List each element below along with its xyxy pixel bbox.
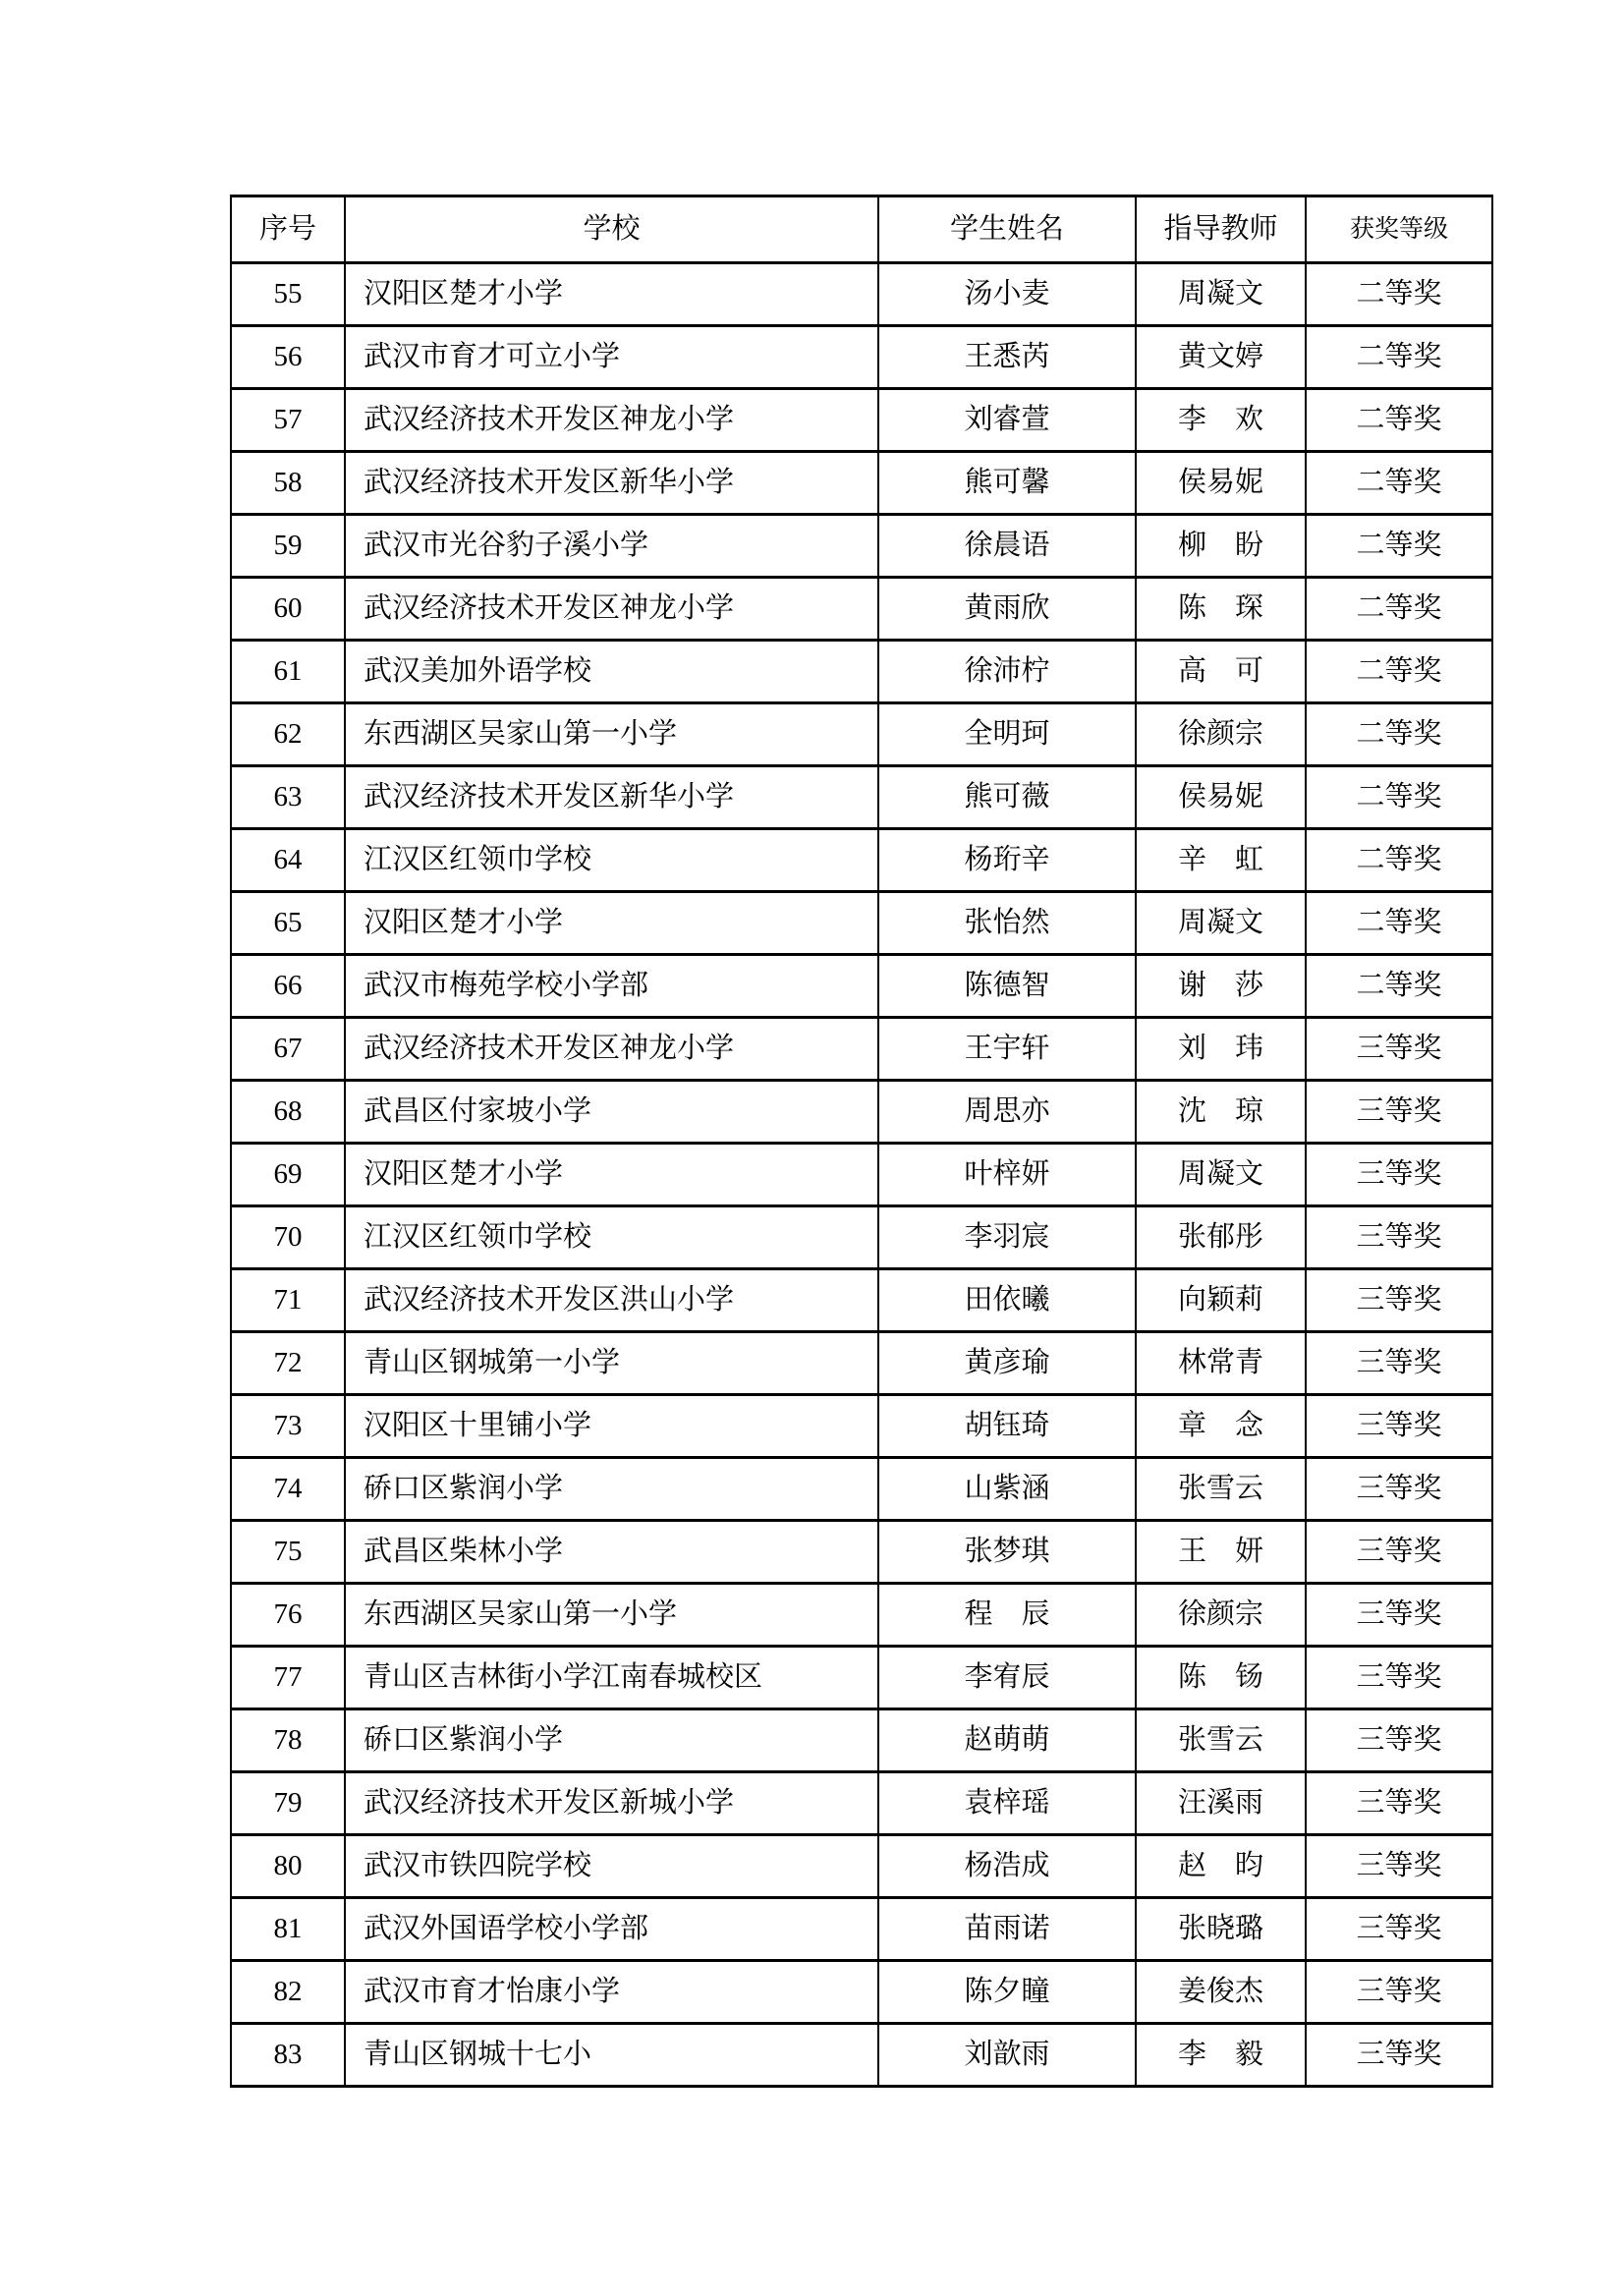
student-name-cell: 王宇轩 <box>878 1018 1136 1081</box>
row-number-cell: 60 <box>231 578 345 641</box>
row-number-cell: 68 <box>231 1081 345 1144</box>
student-name-cell: 周思亦 <box>878 1081 1136 1144</box>
award-level-cell: 三等奖 <box>1306 1332 1492 1395</box>
teacher-cell: 王 妍 <box>1136 1521 1306 1584</box>
student-name-cell: 胡钰琦 <box>878 1395 1136 1458</box>
award-level-cell: 二等奖 <box>1306 452 1492 515</box>
table-row <box>231 1647 1492 1709</box>
table-row <box>231 1898 1492 1961</box>
teacher-cell: 沈 琼 <box>1136 1081 1306 1144</box>
student-name-cell: 汤小麦 <box>878 263 1136 326</box>
school-cell: 武汉经济技术开发区新城小学 <box>345 1772 878 1835</box>
school-cell: 武汉经济技术开发区新华小学 <box>345 766 878 829</box>
student-name-cell: 黄彦瑜 <box>878 1332 1136 1395</box>
row-number-cell: 57 <box>231 389 345 452</box>
student-name-cell: 熊可薇 <box>878 766 1136 829</box>
teacher-cell: 张雪云 <box>1136 1458 1306 1521</box>
header-serial-number: 序号 <box>231 196 345 263</box>
award-level-cell: 二等奖 <box>1306 766 1492 829</box>
award-level-cell: 三等奖 <box>1306 1269 1492 1332</box>
table-row <box>231 703 1492 766</box>
table-row <box>231 1332 1492 1395</box>
student-name-cell: 杨浩成 <box>878 1835 1136 1898</box>
row-number-cell: 83 <box>231 2024 345 2087</box>
table-body <box>231 263 1492 2087</box>
row-number-cell: 77 <box>231 1647 345 1709</box>
student-name-cell: 田依曦 <box>878 1269 1136 1332</box>
award-level-cell: 二等奖 <box>1306 892 1492 955</box>
teacher-cell: 陈 琛 <box>1136 578 1306 641</box>
table-row <box>231 766 1492 829</box>
school-cell: 汉阳区楚才小学 <box>345 263 878 326</box>
table-row <box>231 515 1492 578</box>
row-number-cell: 72 <box>231 1332 345 1395</box>
table-row <box>231 1584 1492 1647</box>
table-row <box>231 1081 1492 1144</box>
award-level-cell: 三等奖 <box>1306 1458 1492 1521</box>
student-name-cell: 陈德智 <box>878 955 1136 1018</box>
student-name-cell: 山紫涵 <box>878 1458 1136 1521</box>
table-row <box>231 892 1492 955</box>
student-name-cell: 刘歆雨 <box>878 2024 1136 2087</box>
row-number-cell: 80 <box>231 1835 345 1898</box>
award-level-cell: 三等奖 <box>1306 1521 1492 1584</box>
row-number-cell: 56 <box>231 326 345 389</box>
school-cell: 武昌区付家坡小学 <box>345 1081 878 1144</box>
table-row <box>231 326 1492 389</box>
teacher-cell: 侯易妮 <box>1136 452 1306 515</box>
teacher-cell: 汪溪雨 <box>1136 1772 1306 1835</box>
row-number-cell: 71 <box>231 1269 345 1332</box>
school-cell: 汉阳区楚才小学 <box>345 1144 878 1206</box>
teacher-cell: 章 念 <box>1136 1395 1306 1458</box>
row-number-cell: 58 <box>231 452 345 515</box>
row-number-cell: 61 <box>231 641 345 703</box>
teacher-cell: 陈 钖 <box>1136 1647 1306 1709</box>
row-number-cell: 67 <box>231 1018 345 1081</box>
school-cell: 武汉经济技术开发区神龙小学 <box>345 1018 878 1081</box>
student-name-cell: 刘睿萱 <box>878 389 1136 452</box>
teacher-cell: 周凝文 <box>1136 892 1306 955</box>
student-name-cell: 苗雨诺 <box>878 1898 1136 1961</box>
award-level-cell: 二等奖 <box>1306 515 1492 578</box>
school-cell: 武汉市光谷豹子溪小学 <box>345 515 878 578</box>
teacher-cell: 张雪云 <box>1136 1709 1306 1772</box>
school-cell: 江汉区红领巾学校 <box>345 829 878 892</box>
student-name-cell: 张梦琪 <box>878 1521 1136 1584</box>
header-award-level: 获奖等级 <box>1306 196 1492 263</box>
row-number-cell: 64 <box>231 829 345 892</box>
teacher-cell: 周凝文 <box>1136 263 1306 326</box>
award-level-cell: 二等奖 <box>1306 829 1492 892</box>
award-level-cell: 二等奖 <box>1306 955 1492 1018</box>
row-number-cell: 55 <box>231 263 345 326</box>
table-row <box>231 641 1492 703</box>
student-name-cell: 杨珩辛 <box>878 829 1136 892</box>
table-row <box>231 1269 1492 1332</box>
award-level-cell: 三等奖 <box>1306 1395 1492 1458</box>
teacher-cell: 张郁彤 <box>1136 1206 1306 1269</box>
teacher-cell: 刘 玮 <box>1136 1018 1306 1081</box>
teacher-cell: 林常青 <box>1136 1332 1306 1395</box>
header-student-name: 学生姓名 <box>878 196 1136 263</box>
table-row <box>231 1709 1492 1772</box>
school-cell: 武汉市铁四院学校 <box>345 1835 878 1898</box>
row-number-cell: 76 <box>231 1584 345 1647</box>
table-row <box>231 452 1492 515</box>
award-level-cell: 二等奖 <box>1306 263 1492 326</box>
row-number-cell: 73 <box>231 1395 345 1458</box>
teacher-cell: 李 毅 <box>1136 2024 1306 2087</box>
row-number-cell: 75 <box>231 1521 345 1584</box>
table-row <box>231 2024 1492 2087</box>
school-cell: 武汉美加外语学校 <box>345 641 878 703</box>
student-name-cell: 陈夕瞳 <box>878 1961 1136 2024</box>
teacher-cell: 辛 虹 <box>1136 829 1306 892</box>
student-name-cell: 王悉芮 <box>878 326 1136 389</box>
student-name-cell: 全明珂 <box>878 703 1136 766</box>
table-row <box>231 1521 1492 1584</box>
table-row <box>231 1835 1492 1898</box>
school-cell: 武汉经济技术开发区洪山小学 <box>345 1269 878 1332</box>
row-number-cell: 70 <box>231 1206 345 1269</box>
row-number-cell: 69 <box>231 1144 345 1206</box>
student-name-cell: 张怡然 <box>878 892 1136 955</box>
award-level-cell: 三等奖 <box>1306 1206 1492 1269</box>
award-level-cell: 二等奖 <box>1306 389 1492 452</box>
school-cell: 武汉市梅苑学校小学部 <box>345 955 878 1018</box>
student-name-cell: 赵萌萌 <box>878 1709 1136 1772</box>
teacher-cell: 向颖莉 <box>1136 1269 1306 1332</box>
school-cell: 青山区钢城第一小学 <box>345 1332 878 1395</box>
award-level-cell: 三等奖 <box>1306 1018 1492 1081</box>
award-level-cell: 三等奖 <box>1306 1081 1492 1144</box>
row-number-cell: 81 <box>231 1898 345 1961</box>
school-cell: 武汉市育才怡康小学 <box>345 1961 878 2024</box>
table-row <box>231 1206 1492 1269</box>
table-row <box>231 578 1492 641</box>
table-row <box>231 389 1492 452</box>
teacher-cell: 侯易妮 <box>1136 766 1306 829</box>
award-level-cell: 二等奖 <box>1306 641 1492 703</box>
row-number-cell: 74 <box>231 1458 345 1521</box>
row-number-cell: 63 <box>231 766 345 829</box>
row-number-cell: 79 <box>231 1772 345 1835</box>
teacher-cell: 黄文婷 <box>1136 326 1306 389</box>
teacher-cell: 姜俊杰 <box>1136 1961 1306 2024</box>
row-number-cell: 66 <box>231 955 345 1018</box>
teacher-cell: 高 可 <box>1136 641 1306 703</box>
award-level-cell: 三等奖 <box>1306 1584 1492 1647</box>
school-cell: 武汉外国语学校小学部 <box>345 1898 878 1961</box>
table-header <box>231 196 1492 263</box>
student-name-cell: 袁梓瑶 <box>878 1772 1136 1835</box>
student-name-cell: 李羽宸 <box>878 1206 1136 1269</box>
table-row <box>231 1018 1492 1081</box>
student-name-cell: 程 辰 <box>878 1584 1136 1647</box>
award-level-cell: 二等奖 <box>1306 578 1492 641</box>
teacher-cell: 徐颜宗 <box>1136 703 1306 766</box>
school-cell: 武汉市育才可立小学 <box>345 326 878 389</box>
award-level-cell: 三等奖 <box>1306 2024 1492 2087</box>
award-level-cell: 二等奖 <box>1306 703 1492 766</box>
table-row <box>231 263 1492 326</box>
row-number-cell: 82 <box>231 1961 345 2024</box>
row-number-cell: 62 <box>231 703 345 766</box>
award-level-cell: 三等奖 <box>1306 1647 1492 1709</box>
teacher-cell: 张晓璐 <box>1136 1898 1306 1961</box>
header-school: 学校 <box>345 196 878 263</box>
award-level-cell: 二等奖 <box>1306 326 1492 389</box>
student-name-cell: 叶梓妍 <box>878 1144 1136 1206</box>
award-level-cell: 三等奖 <box>1306 1709 1492 1772</box>
school-cell: 汉阳区十里铺小学 <box>345 1395 878 1458</box>
school-cell: 东西湖区吴家山第一小学 <box>345 703 878 766</box>
student-name-cell: 熊可馨 <box>878 452 1136 515</box>
table-row <box>231 955 1492 1018</box>
school-cell: 硚口区紫润小学 <box>345 1709 878 1772</box>
table-row <box>231 1772 1492 1835</box>
school-cell: 青山区吉林街小学江南春城校区 <box>345 1647 878 1709</box>
award-results-table <box>230 195 1493 2088</box>
school-cell: 东西湖区吴家山第一小学 <box>345 1584 878 1647</box>
award-level-cell: 三等奖 <box>1306 1898 1492 1961</box>
table-row <box>231 829 1492 892</box>
student-name-cell: 黄雨欣 <box>878 578 1136 641</box>
school-cell: 武汉经济技术开发区神龙小学 <box>345 578 878 641</box>
award-level-cell: 三等奖 <box>1306 1772 1492 1835</box>
teacher-cell: 柳 盼 <box>1136 515 1306 578</box>
table-row <box>231 1395 1492 1458</box>
student-name-cell: 徐沛柠 <box>878 641 1136 703</box>
school-cell: 硚口区紫润小学 <box>345 1458 878 1521</box>
award-level-cell: 三等奖 <box>1306 1144 1492 1206</box>
award-level-cell: 三等奖 <box>1306 1835 1492 1898</box>
school-cell: 武汉经济技术开发区神龙小学 <box>345 389 878 452</box>
school-cell: 武汉经济技术开发区新华小学 <box>345 452 878 515</box>
table-row <box>231 1144 1492 1206</box>
school-cell: 青山区钢城十七小 <box>345 2024 878 2087</box>
student-name-cell: 徐晨语 <box>878 515 1136 578</box>
row-number-cell: 65 <box>231 892 345 955</box>
school-cell: 江汉区红领巾学校 <box>345 1206 878 1269</box>
header-teacher: 指导教师 <box>1136 196 1306 263</box>
row-number-cell: 78 <box>231 1709 345 1772</box>
teacher-cell: 赵 昀 <box>1136 1835 1306 1898</box>
student-name-cell: 李宥辰 <box>878 1647 1136 1709</box>
header-row <box>231 196 1492 263</box>
table-row <box>231 1458 1492 1521</box>
teacher-cell: 徐颜宗 <box>1136 1584 1306 1647</box>
teacher-cell: 周凝文 <box>1136 1144 1306 1206</box>
award-level-cell: 三等奖 <box>1306 1961 1492 2024</box>
school-cell: 汉阳区楚才小学 <box>345 892 878 955</box>
teacher-cell: 谢 莎 <box>1136 955 1306 1018</box>
teacher-cell: 李 欢 <box>1136 389 1306 452</box>
row-number-cell: 59 <box>231 515 345 578</box>
school-cell: 武昌区柴林小学 <box>345 1521 878 1584</box>
table-row <box>231 1961 1492 2024</box>
